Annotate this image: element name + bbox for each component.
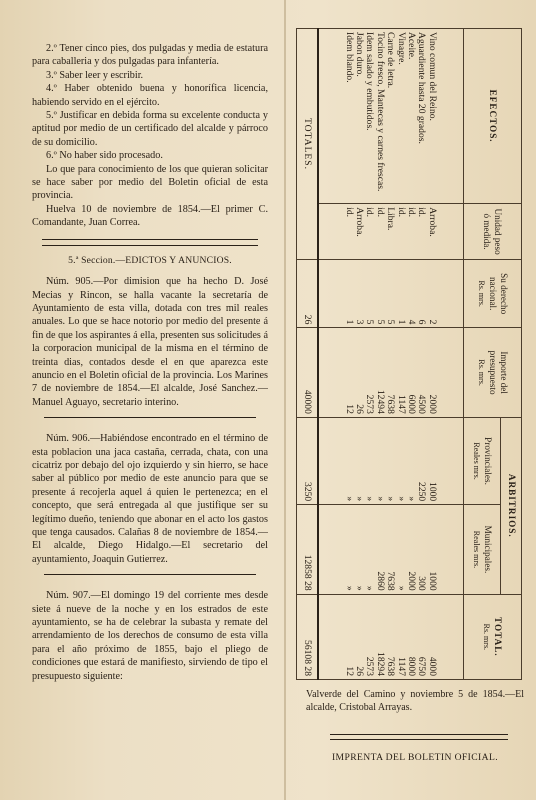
derecho-value: 5 (364, 319, 376, 325)
total-value: 7638 (385, 656, 397, 676)
derecho-value: 1 (395, 319, 407, 325)
unit-value: Libra. (385, 207, 397, 231)
tot-mun-value: 12858 (301, 554, 313, 579)
unit-value: id. (374, 207, 386, 218)
announcement-divider (44, 574, 256, 575)
derecho-value: 2 (426, 319, 438, 325)
total-value: 2573 (364, 656, 376, 676)
mun-value: 1000 (426, 571, 438, 591)
items-cell (318, 29, 463, 204)
header-derecho-label: Su derecho nacional. (487, 273, 509, 315)
prov-value: 2250 (416, 482, 428, 502)
tot-total-mrs: 28 (301, 666, 313, 676)
prov-value: » (385, 496, 397, 502)
tot-total-value: 56108 (301, 640, 313, 664)
tot-importe: 40000 (297, 328, 319, 417)
left-column (32, 42, 268, 683)
header-total-label: TOTAL. (493, 617, 504, 657)
total-value: 4000 (426, 656, 438, 676)
importe-value: 1147 (395, 395, 407, 414)
importe-value: 2000 (426, 394, 438, 414)
importe-value: 26 (353, 404, 365, 414)
municipales-cell (318, 505, 463, 594)
derecho-value: 6 (416, 319, 428, 325)
tot-municipales (297, 505, 319, 594)
header-unidad: Unidad peso ó medida. (463, 204, 521, 260)
prov-value: » (353, 496, 365, 502)
header-mun-sub: Reales mrs. (471, 530, 481, 569)
total-value: 26 (353, 666, 365, 676)
item-row: Idem blando. (343, 32, 355, 83)
footer-divider (330, 734, 508, 740)
header-importe-label: Importe del presupuesto (487, 350, 509, 395)
derecho-value: 1 (343, 319, 355, 325)
header-derecho-sub: Rs. mrs. (476, 280, 486, 307)
prov-value: » (374, 496, 386, 502)
requirement-2: 2.º Tener cinco pies, dos pulgadas y media de estatura para caballeria y dos pulgadas para infantería. (32, 43, 268, 68)
importe-value: 7638 (385, 394, 397, 414)
unit-value: Arroba. (426, 207, 438, 237)
totals-row (297, 29, 319, 680)
item-row: Tocino fresco, Mantecas y carnes frescas. (374, 32, 386, 192)
header-total-sub: Rs. mrs. (482, 623, 492, 651)
budget-table-wrapper (296, 28, 522, 680)
tot-total (297, 594, 319, 679)
unit-value: id. (416, 207, 428, 218)
header-importe-sub: Rs. mrs. (476, 359, 486, 386)
item-row: Aguardiente hasta 20 grados. (416, 32, 428, 144)
derecho-value: 3 (353, 319, 365, 325)
importe-value: 12494 (374, 389, 386, 414)
mun-value: » (395, 585, 407, 591)
header-provinciales (463, 417, 500, 504)
tot-provinciales: 3250 (297, 417, 319, 504)
mun-value: 300 (416, 576, 428, 591)
mun-value: 2860 (374, 571, 386, 591)
budget-table (296, 28, 522, 680)
unit-value: id. (343, 207, 355, 218)
item-row: Vinagre. (395, 32, 407, 65)
mun-value: » (343, 585, 355, 591)
requirement-4: 4.º Haber obtenido buena y honorífica licencia, habiendo servido en el ejército. (32, 83, 268, 108)
derecho-value: 5 (385, 319, 397, 325)
derecho-value: 5 (374, 319, 386, 325)
header-municipales (463, 505, 500, 594)
importe-value: 4500 (416, 394, 428, 414)
total-value: 6750 (416, 656, 428, 676)
total-value: 18294 (374, 652, 386, 676)
mun-value: » (364, 585, 376, 591)
total-value: 8000 (405, 656, 417, 676)
mun-value: » (353, 585, 365, 591)
prov-value: » (405, 496, 417, 502)
derecho-cell (318, 259, 463, 327)
signature-huelva: Huelva 10 de noviembre de 1854.—El primer C. Comandante, Juan Correa. (32, 203, 268, 229)
header-total (463, 594, 521, 679)
item-row: Carne de letra. (385, 32, 397, 89)
requirement-5: 5.º Justificar en debida forma su excelente conducta y aptitud por medio de un certificado del alcalde y párroco de su domicilio. (32, 110, 268, 148)
provinciales-cell (318, 417, 463, 504)
tot-mun-mrs: 28 (301, 581, 313, 591)
header-prov-sub: Reales mrs. (471, 442, 481, 480)
announcement-907: Núm. 907.—El domingo 19 del corriente mes desde siete á nueve de la noche y en los estrados de este ayuntamiento, se ha de celebrar la subasta y remate del arrendamiento de los derechos de consumo de esta villa para el año próximo de 1855, bajo el pliego de condiciones que estará de manifiesto, sirviendo de tipo el presupuesto siguiente: (32, 590, 268, 682)
prov-value: » (343, 496, 355, 502)
mun-value: 7638 (385, 571, 397, 591)
importe-value: 12 (343, 404, 355, 414)
importe-cell (318, 328, 463, 417)
column-fold-line (284, 0, 286, 800)
unit-value: id. (364, 207, 376, 218)
printer-imprint: IMPRENTA DEL BOLETIN OFICIAL. (331, 752, 499, 763)
header-arbitrios: ARBITRIOS. (501, 417, 522, 594)
importe-value: 6000 (405, 394, 417, 414)
budget-table-rotated (296, 28, 522, 680)
importe-value: 2573 (364, 394, 376, 414)
derecho-value: 4 (405, 319, 417, 325)
section-heading: 5.ª Seccion.—EDICTOS Y ANUNCIOS. (68, 254, 232, 266)
announcement-divider (44, 417, 256, 418)
requirement-6: 6.º No haber sido procesado. (46, 150, 163, 162)
header-derecho (463, 259, 521, 327)
header-efectos: EFECTOS. (463, 29, 521, 204)
section-divider (42, 239, 258, 246)
requirement-3: 3.º Saber leer y escribir. (46, 69, 144, 81)
total-value: 12 (343, 666, 355, 676)
units-cell (318, 204, 463, 260)
item-row: Vino comun del Reino. (426, 32, 438, 121)
totals-label: TOTALES. (297, 29, 319, 260)
prov-value: 1000 (426, 482, 438, 502)
prov-value: » (364, 496, 376, 502)
total-cell (318, 594, 463, 679)
header-importe (463, 328, 521, 417)
total-value: 1147 (395, 657, 407, 676)
unit-value: id. (395, 207, 407, 218)
item-row: Jabon duro. (353, 32, 365, 77)
unit-value: Arroba. (353, 207, 365, 237)
notice-text: Lo que para conocimiento de los que quieran solicitar se hace saber por medio del Boletin oficial de esta provincia. (32, 163, 268, 202)
header-prov-label: Provinciales. (482, 437, 493, 485)
valverde-signature: Valverde del Camino y noviembre 5 de 1854.—El alcalde, Cristobal Arrayas. (306, 689, 524, 713)
item-row: Aceite. (405, 32, 417, 60)
announcement-905: Núm. 905.—Por dimision que ha hecho D. José Mecias y Rincon, se halla vacante la secretaría de Ayuntamiento de esta villa, dotada con tres mil reales anuales. Lo que se hace notorio por medio del presente á fin de que los aspirantes á ella, presenten sus solicitudes á la corporacion municipal de la misma en el término de treinta dias, contados desde el en que aparezca este anuncio en el Boletin oficial de la provincia. Los Marines 7 de noviembre de 1854.—El alcalde, José Sanchez.—Manuel Aguayo, secretario interino. (32, 276, 268, 408)
mun-value: 2000 (405, 571, 417, 591)
tot-derecho: 26 (297, 259, 319, 327)
prov-value: » (395, 496, 407, 502)
unit-value: id. (405, 207, 417, 218)
announcement-906: Núm. 906.—Habiéndose encontrado en el término de esta poblacion una jaca castaña, cerrada, chata, con una cicatriz por debajo del ojo izquierdo y sin hierro, se hace saber al público por medio de este anuncio para que se presente á recojerla aquel á quien le pertenezca; en el concepto, que será entregada al que justifique ser su legítimo dueño, teniendo que abonar en el acto los gastos que tenga causados. Calañas 8 de noviembre de 1854.—El alcalde, Diego Hidalgo.—El secretario del ayuntamiento, Joaquin Gutierrez. (32, 433, 268, 565)
item-row: Idem salado y embutidos. (364, 32, 376, 131)
header-mun-label: Municipales. (482, 525, 493, 574)
